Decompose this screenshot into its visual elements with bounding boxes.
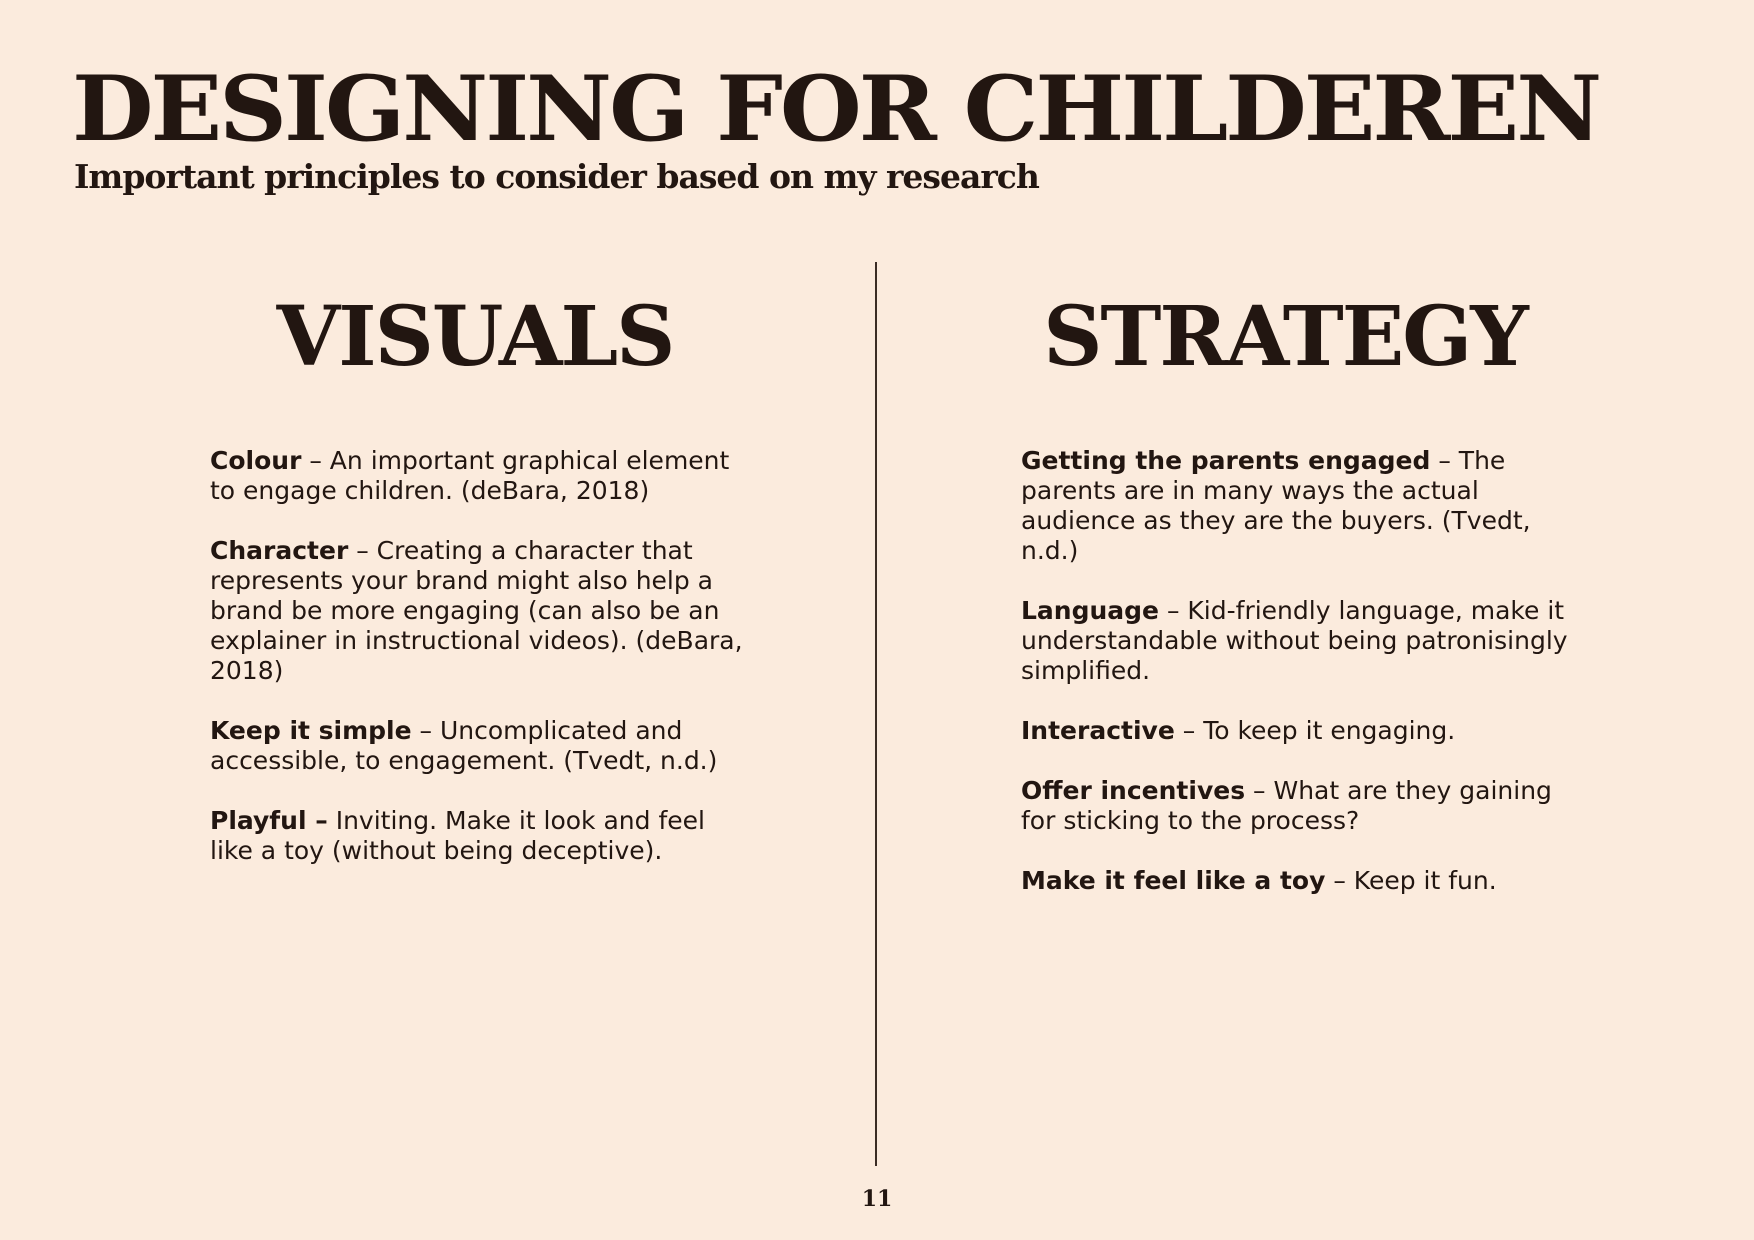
list-item-character: [210, 536, 750, 686]
visuals-heading: VISUALS: [276, 289, 674, 385]
list-item-playful: [210, 806, 750, 866]
list-item-term: Offer incentives: [1021, 776, 1246, 805]
list-item-term: Language: [1021, 596, 1160, 625]
list-item-text: – Kid-friendly language, make it understandable without being patronisingly simplified.: [1021, 596, 1568, 685]
list-item-text: – Creating a character that represents your brand might also help a brand be more engaging (can also be an explainer in instructional videos). (deBara, 2018): [210, 536, 743, 685]
list-item-term: Character: [210, 536, 349, 565]
page-subtitle: Important principles to consider based on my research: [74, 157, 1039, 196]
list-item-text: – To keep it engaging.: [1174, 716, 1456, 745]
list-item-text: – Uncomplicated and accessible, to engagement. (Tvedt, n.d.): [210, 716, 718, 775]
list-item-parents-engaged: [1021, 446, 1581, 566]
list-item-language: [1021, 596, 1581, 686]
list-item-text: Inviting. Make it look and feel like a toy (without being deceptive).: [210, 806, 705, 865]
list-item-feel-like-toy: [1021, 866, 1581, 896]
page-title: DESIGNING FOR CHILDEREN: [72, 56, 1600, 162]
page-number: 11: [861, 1186, 893, 1212]
strategy-heading: STRATEGY: [1043, 289, 1527, 385]
column-divider: [875, 262, 877, 1166]
list-item-text: – Keep it fun.: [1325, 866, 1497, 895]
list-item-interactive: [1021, 716, 1581, 746]
list-item-term: Colour: [210, 446, 302, 475]
list-item-term: Getting the parents engaged: [1021, 446, 1431, 475]
list-item-colour: [210, 446, 750, 506]
list-item-term: Interactive: [1021, 716, 1175, 745]
list-item-term: Make it feel like a toy: [1021, 866, 1326, 895]
list-item-text: – The parents are in many ways the actual audience as they are the buyers. (Tvedt, n.d.): [1021, 446, 1531, 565]
visuals-list: [210, 446, 750, 896]
list-item-offer-incentives: [1021, 776, 1581, 836]
list-item-keep-it-simple: [210, 716, 750, 776]
list-item-text: – An important graphical element to engage children. (deBara, 2018): [210, 446, 730, 505]
strategy-list: [1021, 446, 1581, 926]
list-item-term: Keep it simple: [210, 716, 412, 745]
list-item-text: – What are they gaining for sticking to the process?: [1021, 776, 1552, 835]
list-item-term: Playful –: [210, 806, 328, 835]
